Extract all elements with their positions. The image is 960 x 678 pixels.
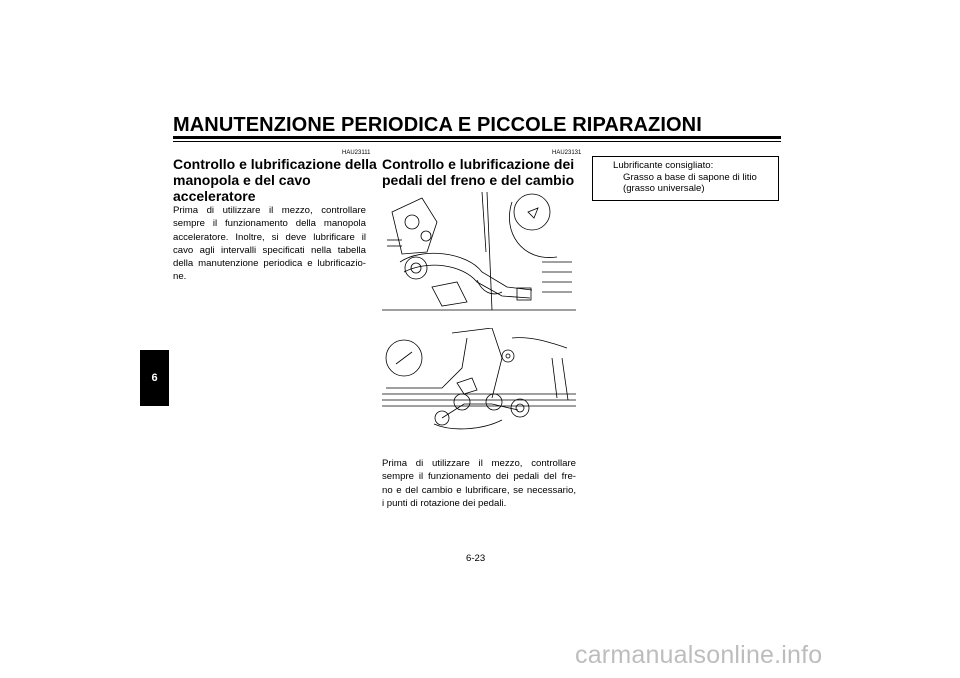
left-body-line-6: ne. [173, 271, 187, 283]
left-body-line-1: Prima di utilizzare il mezzo, controllare [173, 205, 366, 216]
left-body-line-4: cavo agli intervalli specificati nella tabella [173, 244, 366, 256]
shift-pedal-illustration [382, 328, 576, 436]
left-section-body [173, 204, 366, 284]
left-body-line-5: della manutenzione periodica e lubrificazio- [173, 258, 366, 270]
middle-title-line-1: Controllo e lubrificazione dei [382, 156, 575, 172]
middle-body-line-4: i punti di rotazione dei pedali. [382, 497, 507, 509]
page-header-title: MANUTENZIONE PERIODICA E PICCOLE RIPARAZIONI [173, 114, 702, 136]
middle-body-line-3: no e del cambio e lubrificare, se necessario, [382, 484, 576, 496]
page-number: 6-23 [466, 553, 486, 564]
lubricant-line-1: Grasso a base di sapone di litio [623, 171, 757, 183]
chapter-tab-label: 6 [151, 372, 158, 384]
left-title-line-3: acceleratore [173, 188, 256, 204]
middle-section-body [382, 457, 576, 510]
middle-title-line-2: pedali del freno e del cambio [382, 172, 575, 188]
left-section-code: HAU23111 [342, 150, 371, 156]
left-body-line-2: sempre il funzionamento della manopola [173, 218, 366, 230]
header-rule-thick [173, 136, 781, 139]
left-title-line-1: Controllo e lubrificazione della [173, 156, 377, 172]
lubricant-line-2: (grasso universale) [623, 183, 705, 194]
middle-body-line-2: sempre il funzionamento dei pedali del fre- [382, 471, 576, 483]
left-body-line-3: acceleratore. Inoltre, si deve lubrificare il [173, 231, 366, 243]
middle-section-code: HAU23131 [552, 150, 582, 156]
middle-body-line-1: Prima di utilizzare il mezzo, controllare [382, 458, 576, 469]
lubricant-label: Lubrificante consigliato: [613, 160, 714, 171]
middle-section-title [382, 156, 574, 188]
header-rule-thin [173, 141, 781, 142]
left-title-line-2: manopola e del cavo [173, 172, 311, 188]
brake-pedal-illustration [382, 192, 576, 320]
left-section-title [173, 156, 377, 204]
site-watermark: carmanualsonline.info [575, 641, 823, 669]
recommended-lubricant-box [592, 156, 779, 201]
chapter-tab [140, 350, 169, 406]
